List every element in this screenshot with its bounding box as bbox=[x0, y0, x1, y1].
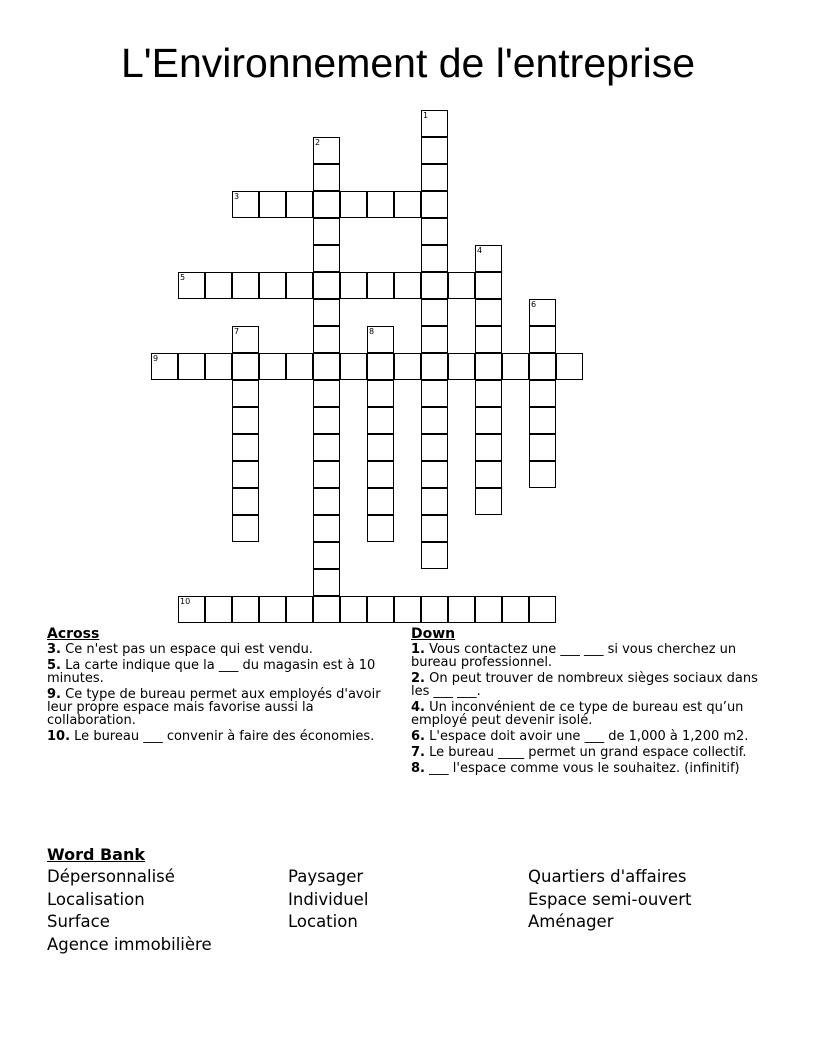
crossword-cell[interactable] bbox=[367, 461, 394, 488]
crossword-cell[interactable] bbox=[367, 353, 394, 380]
crossword-cell[interactable] bbox=[313, 542, 340, 569]
crossword-cell[interactable] bbox=[232, 434, 259, 461]
crossword-cell[interactable] bbox=[367, 272, 394, 299]
clue-text: Vous contactez une ___ ___ si vous cherchez un bureau professionnel. bbox=[411, 642, 737, 670]
clue-number: 8 bbox=[369, 327, 375, 336]
crossword-cell[interactable] bbox=[421, 110, 448, 137]
crossword-cell[interactable] bbox=[475, 299, 502, 326]
word-bank-heading: Word Bank bbox=[47, 845, 146, 864]
across-clue bbox=[47, 643, 402, 656]
across-clue bbox=[47, 688, 402, 727]
crossword-cell[interactable] bbox=[367, 434, 394, 461]
crossword-cell[interactable] bbox=[313, 515, 340, 542]
clue-number: 3. bbox=[47, 642, 61, 657]
crossword-cell[interactable] bbox=[313, 164, 340, 191]
crossword-cell[interactable] bbox=[178, 353, 205, 380]
clue-number: 8. bbox=[411, 761, 425, 776]
crossword-cell[interactable] bbox=[475, 326, 502, 353]
crossword-cell[interactable] bbox=[205, 596, 232, 623]
crossword-cell[interactable] bbox=[448, 353, 475, 380]
clue-number: 5. bbox=[47, 658, 61, 673]
crossword-cell[interactable] bbox=[421, 461, 448, 488]
crossword-cell[interactable] bbox=[313, 461, 340, 488]
crossword-cell[interactable] bbox=[475, 353, 502, 380]
clue-text: Le bureau ____ permet un grand espace collectif. bbox=[429, 745, 747, 760]
clue-number: 1 bbox=[423, 111, 429, 120]
clue-text: Ce n'est pas un espace qui est vendu. bbox=[65, 642, 313, 657]
clue-number: 6. bbox=[411, 729, 425, 744]
crossword-cell[interactable] bbox=[421, 515, 448, 542]
clue-number: 4 bbox=[477, 246, 483, 255]
word-bank-column bbox=[528, 866, 691, 934]
crossword-cell[interactable] bbox=[475, 434, 502, 461]
crossword-cell[interactable] bbox=[313, 380, 340, 407]
down-clue bbox=[411, 762, 761, 775]
clue-text: ___ l'espace comme vous le souhaitez. (infinitif) bbox=[429, 761, 740, 776]
word-bank-item: Paysager bbox=[288, 867, 364, 886]
crossword-cell[interactable] bbox=[313, 245, 340, 272]
crossword-cell[interactable] bbox=[529, 380, 556, 407]
word-bank-item: Individuel bbox=[288, 889, 369, 909]
crossword-cell[interactable] bbox=[448, 596, 475, 623]
crossword-cell[interactable] bbox=[394, 596, 421, 623]
clue-number: 10 bbox=[180, 597, 191, 606]
crossword-cell[interactable] bbox=[421, 191, 448, 218]
crossword-cell[interactable] bbox=[178, 596, 205, 623]
crossword-cell[interactable] bbox=[232, 488, 259, 515]
clue-number: 2. bbox=[411, 671, 425, 686]
crossword-cell[interactable] bbox=[529, 353, 556, 380]
crossword-cell[interactable] bbox=[529, 407, 556, 434]
across-clue bbox=[47, 730, 402, 743]
clue-text: Le bureau ___ convenir à faire des économies. bbox=[74, 729, 375, 744]
crossword-cell[interactable] bbox=[232, 515, 259, 542]
crossword-cell[interactable] bbox=[421, 245, 448, 272]
clue-text: On peut trouver de nombreux sièges sociaux dans les ___ ___. bbox=[411, 671, 758, 699]
clue-number: 9 bbox=[153, 354, 159, 363]
crossword-cell[interactable] bbox=[529, 596, 556, 623]
crossword-cell[interactable] bbox=[313, 569, 340, 596]
crossword-cell[interactable] bbox=[394, 272, 421, 299]
crossword-cell[interactable] bbox=[313, 353, 340, 380]
crossword-cell[interactable] bbox=[340, 353, 367, 380]
word-bank-item: Dépersonnalisé bbox=[47, 867, 175, 886]
crossword-cell[interactable] bbox=[259, 272, 286, 299]
crossword-cell[interactable] bbox=[232, 380, 259, 407]
crossword-cell[interactable] bbox=[205, 353, 232, 380]
crossword-cell[interactable] bbox=[232, 596, 259, 623]
crossword-cell[interactable] bbox=[421, 299, 448, 326]
crossword-cell[interactable] bbox=[232, 191, 259, 218]
crossword-cell[interactable] bbox=[313, 299, 340, 326]
crossword-cell[interactable] bbox=[421, 542, 448, 569]
crossword-cell[interactable] bbox=[259, 191, 286, 218]
crossword-cell[interactable] bbox=[421, 218, 448, 245]
crossword-cell[interactable] bbox=[421, 488, 448, 515]
crossword-cell[interactable] bbox=[421, 407, 448, 434]
word-bank-item: Localisation bbox=[47, 889, 145, 909]
across-heading: Across bbox=[47, 626, 100, 642]
across-clues bbox=[47, 628, 402, 746]
crossword-cell[interactable] bbox=[286, 596, 313, 623]
crossword-cell[interactable] bbox=[421, 164, 448, 191]
word-bank-item: Agence immobilière bbox=[47, 934, 212, 954]
word-bank-item: Aménager bbox=[528, 912, 614, 931]
crossword-cell[interactable] bbox=[232, 353, 259, 380]
crossword-cell[interactable] bbox=[475, 245, 502, 272]
clue-number: 10. bbox=[47, 729, 71, 744]
crossword-cell[interactable] bbox=[367, 380, 394, 407]
clue-number: 6 bbox=[531, 300, 537, 309]
word-bank-item: Location bbox=[288, 912, 358, 931]
crossword-cell[interactable] bbox=[313, 191, 340, 218]
crossword-cell[interactable] bbox=[556, 353, 583, 380]
crossword-cell[interactable] bbox=[313, 596, 340, 623]
crossword-cell[interactable] bbox=[394, 191, 421, 218]
crossword-cell[interactable] bbox=[529, 434, 556, 461]
clue-number: 9. bbox=[47, 687, 61, 702]
crossword-cell[interactable] bbox=[475, 272, 502, 299]
down-clue bbox=[411, 672, 761, 698]
clue-number: 5 bbox=[180, 273, 186, 282]
crossword-cell[interactable] bbox=[502, 353, 529, 380]
crossword-cell[interactable] bbox=[259, 596, 286, 623]
crossword-cell[interactable] bbox=[475, 488, 502, 515]
crossword-cell[interactable] bbox=[367, 407, 394, 434]
crossword-cell[interactable] bbox=[421, 380, 448, 407]
crossword-cell[interactable] bbox=[475, 596, 502, 623]
clue-number: 1. bbox=[411, 642, 425, 657]
crossword-cell[interactable] bbox=[421, 596, 448, 623]
clue-text: Ce type de bureau permet aux employés d'avoir leur propre espace mais favorise aussi la collaboration. bbox=[47, 687, 381, 728]
crossword-cell[interactable] bbox=[367, 326, 394, 353]
clue-text: Un inconvénient de ce type de bureau est qu’un employé peut devenir isolé. bbox=[411, 700, 744, 728]
clue-number: 7. bbox=[411, 745, 425, 760]
crossword-cell[interactable] bbox=[421, 137, 448, 164]
crossword-cell[interactable] bbox=[313, 218, 340, 245]
word-bank-column bbox=[47, 866, 212, 956]
crossword-cell[interactable] bbox=[151, 353, 178, 380]
down-clue bbox=[411, 701, 761, 727]
crossword-cell[interactable] bbox=[421, 353, 448, 380]
down-clues bbox=[411, 628, 761, 778]
crossword-cell[interactable] bbox=[259, 353, 286, 380]
crossword-cell[interactable] bbox=[448, 272, 475, 299]
word-bank-column bbox=[288, 866, 368, 934]
crossword-cell[interactable] bbox=[529, 299, 556, 326]
crossword-cell[interactable] bbox=[232, 407, 259, 434]
crossword-cell[interactable] bbox=[232, 326, 259, 353]
word-bank-item: Espace semi-ouvert bbox=[528, 889, 692, 909]
crossword-cell[interactable] bbox=[340, 596, 367, 623]
crossword-cell[interactable] bbox=[340, 272, 367, 299]
crossword-cell[interactable] bbox=[313, 434, 340, 461]
clue-number: 3 bbox=[234, 192, 240, 201]
crossword-cell[interactable] bbox=[367, 488, 394, 515]
down-clue bbox=[411, 746, 761, 759]
crossword-cell[interactable] bbox=[367, 191, 394, 218]
crossword-cell[interactable] bbox=[313, 326, 340, 353]
word-bank-item: Quartiers d'affaires bbox=[528, 867, 687, 886]
clue-text: L'espace doit avoir une ___ de 1,000 à 1,200 m2. bbox=[429, 729, 749, 744]
across-clue bbox=[47, 659, 402, 685]
crossword-cell[interactable] bbox=[421, 272, 448, 299]
crossword-cell[interactable] bbox=[502, 596, 529, 623]
crossword-cell[interactable] bbox=[421, 434, 448, 461]
crossword-cell[interactable] bbox=[394, 353, 421, 380]
crossword-cell[interactable] bbox=[313, 137, 340, 164]
crossword-cell[interactable] bbox=[313, 488, 340, 515]
crossword-cell[interactable] bbox=[286, 272, 313, 299]
crossword-cell[interactable] bbox=[205, 272, 232, 299]
crossword-cell[interactable] bbox=[475, 380, 502, 407]
crossword-cell[interactable] bbox=[367, 596, 394, 623]
word-bank-item: Surface bbox=[47, 912, 110, 931]
crossword-cell[interactable] bbox=[475, 461, 502, 488]
crossword-cell[interactable] bbox=[232, 461, 259, 488]
crossword-cell[interactable] bbox=[529, 461, 556, 488]
crossword-cell[interactable] bbox=[313, 407, 340, 434]
crossword-cell[interactable] bbox=[529, 326, 556, 353]
down-clue bbox=[411, 643, 761, 669]
crossword-cell[interactable] bbox=[421, 326, 448, 353]
crossword-cell[interactable] bbox=[178, 272, 205, 299]
crossword-cell[interactable] bbox=[313, 272, 340, 299]
page-title: L'Environnement de l'entreprise bbox=[120, 40, 696, 86]
crossword-cell[interactable] bbox=[367, 515, 394, 542]
crossword-cell[interactable] bbox=[340, 191, 367, 218]
down-clue bbox=[411, 730, 761, 743]
crossword-cell[interactable] bbox=[286, 353, 313, 380]
crossword-cell[interactable] bbox=[232, 272, 259, 299]
crossword-cell[interactable] bbox=[286, 191, 313, 218]
down-heading: Down bbox=[411, 626, 456, 642]
clue-number: 7 bbox=[234, 327, 240, 336]
clue-number: 4. bbox=[411, 700, 425, 715]
crossword-cell[interactable] bbox=[475, 407, 502, 434]
clue-text: La carte indique que la ___ du magasin est à 10 minutes. bbox=[47, 658, 376, 686]
clue-number: 2 bbox=[315, 138, 321, 147]
